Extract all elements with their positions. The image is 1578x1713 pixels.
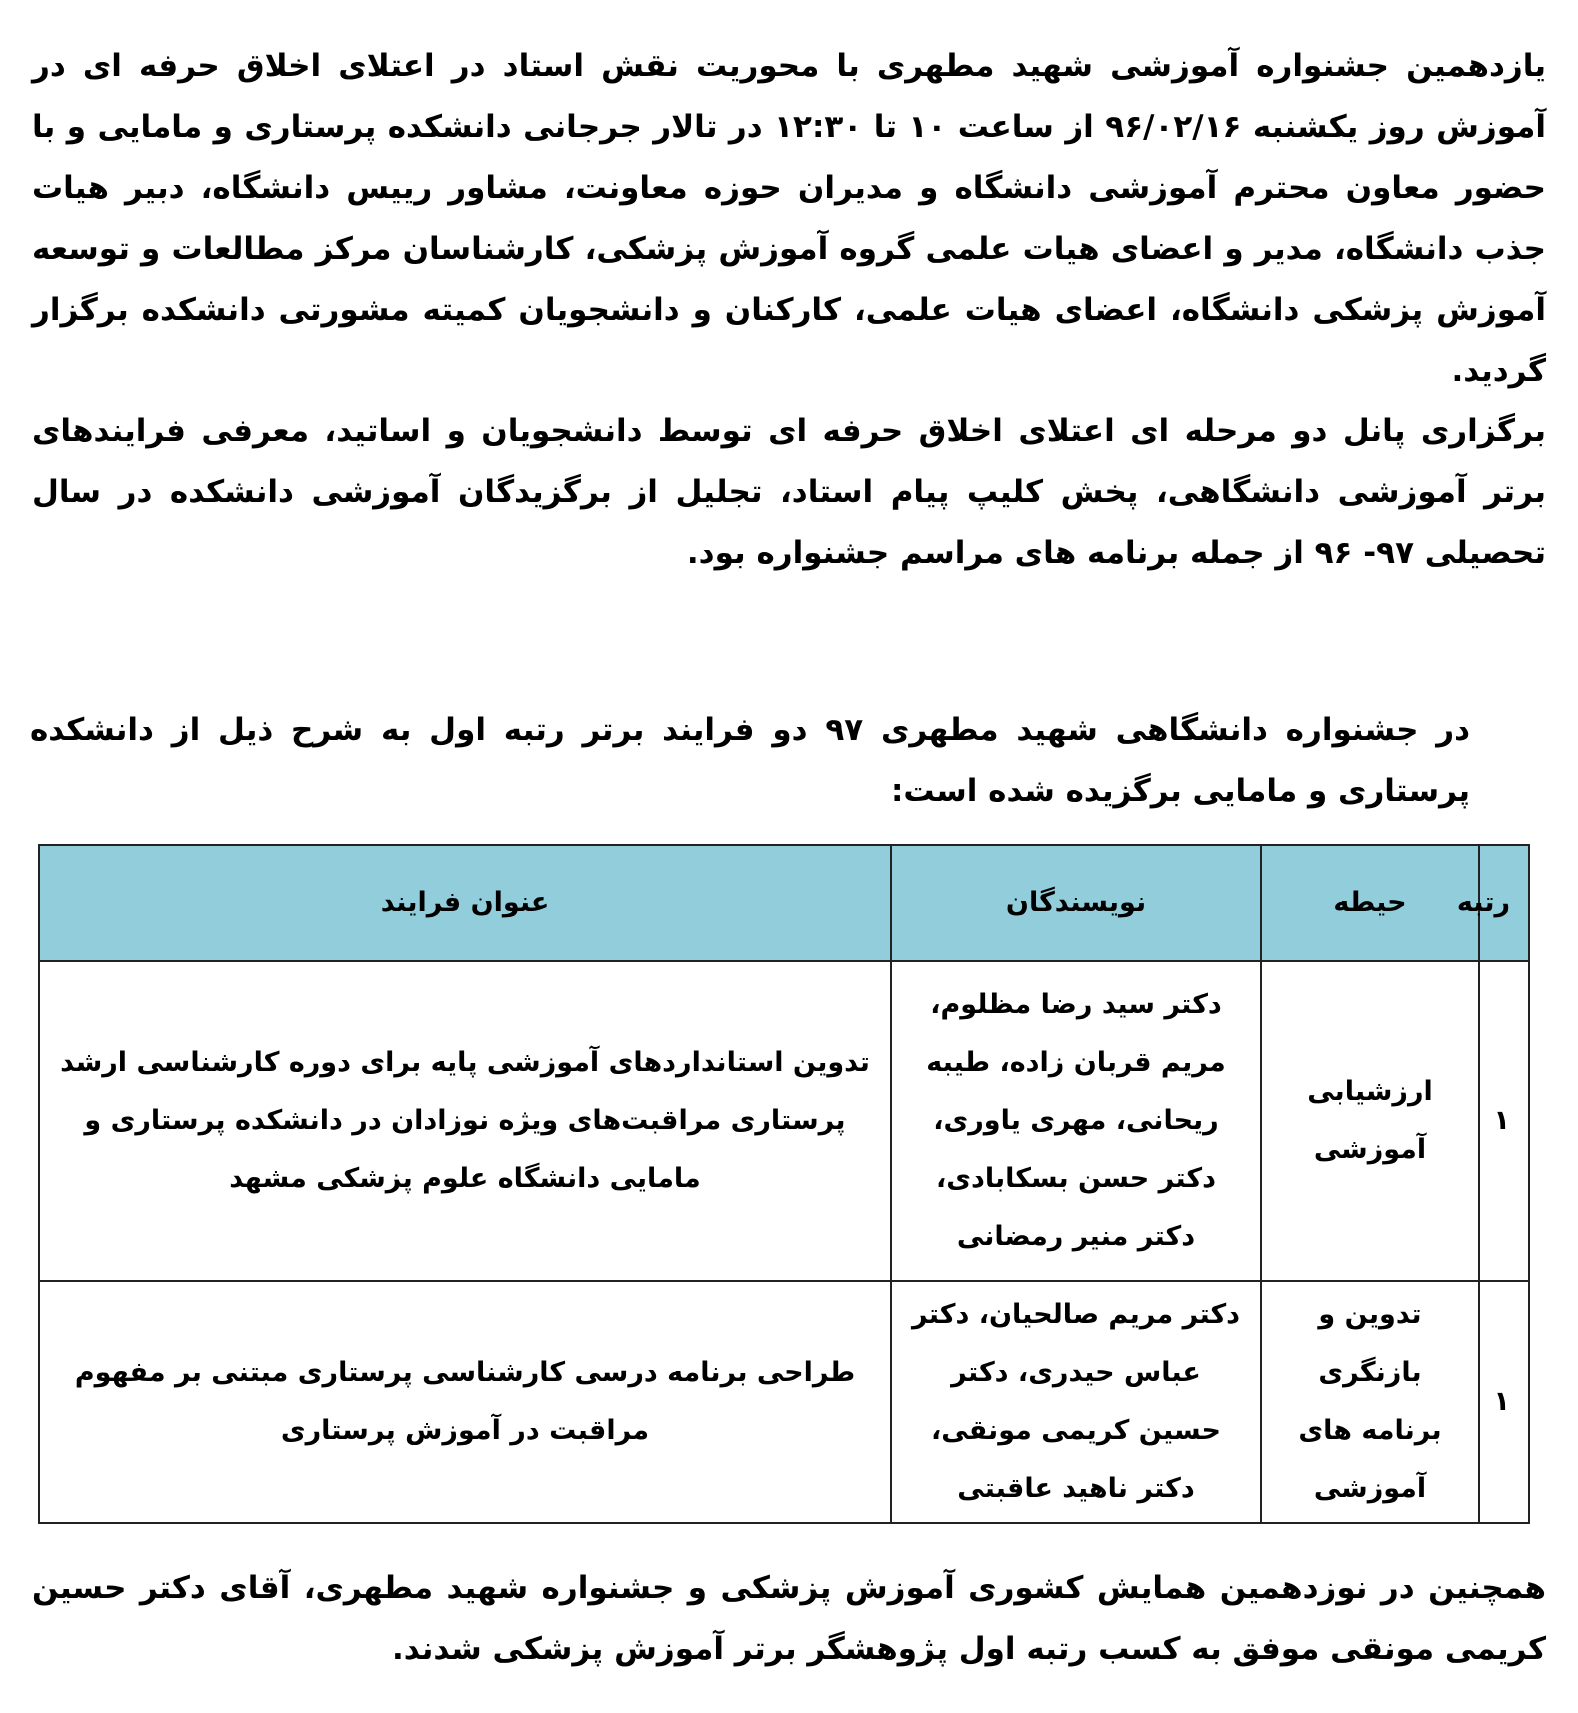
closing-paragraph: همچنین در نوزدهمین همایش کشوری آموزش پزشکی و جشنواره شهید مطهری، آقای دکتر حسین کریمی مونقی موفق به کسب رتبه اول پژوهشگر برتر آموزش پزشکی شدند. xyxy=(32,1570,1546,1667)
program-paragraph: برگزاری پانل دو مرحله ای اعتلای اخلاق حرفه ای توسط دانشجویان و اساتید، معرفی فرایندهای برتر آموزشی دانشگاهی، پخش کلیپ پیام استاد، تجلیل از برگزیدگان آموزشی دانشکده در سال تحصیلی ۹۷- ۹۶ از جمله برنامه های مراسم جشنواره بود. xyxy=(32,413,1546,571)
header-title: عنوان فرایند xyxy=(39,845,891,961)
cell-rank: ۱ xyxy=(1479,1281,1529,1523)
cell-domain: تدوین و بازنگری برنامه های آموزشی xyxy=(1261,1281,1479,1523)
cell-authors: دکتر سید رضا مظلوم، مریم قربان زاده، طیبه ریحانی، مهری یاوری، دکتر حسن بسکابادی، دکتر منیر رمضانی xyxy=(891,961,1261,1281)
header-authors: نویسندگان xyxy=(891,845,1261,961)
table-intro-paragraph: در جشنواره دانشگاهی شهید مطهری ۹۷ دو فرایند برتر رتبه اول به شرح ذیل از دانشکده پرستاری و مامایی برگزیده شده است: xyxy=(30,712,1470,809)
table-header-row xyxy=(39,845,1529,961)
cell-title: تدوین استانداردهای آموزشی پایه برای دوره کارشناسی ارشد پرستاری مراقبت‌های ویژه نوزادان در دانشکده پرستاری و مامایی دانشگاه علوم پزشکی مشهد xyxy=(39,961,891,1281)
header-rank: رتبه xyxy=(1479,845,1529,961)
cell-rank: ۱ xyxy=(1479,961,1529,1281)
header-domain: حیطه xyxy=(1261,845,1479,961)
intro-paragraph: یازدهمین جشنواره آموزشی شهید مطهری با محوریت نقش استاد در اعتلای اخلاق حرفه ای در آموزش روز یکشنبه ۹۶/۰۲/۱۶ از ساعت ۱۰ تا ۱۲:۳۰ در تالار جرجانی دانشکده پرستاری و مامایی و با حضور معاون محترم آموزشی دانشگاه و مدیران حوزه معاونت، مشاور رییس دانشگاه، دبیر هیات جذب دانشگاه، مدیر و اعضای هیات علمی گروه آموزش پزشکی، کارشناسان مرکز مطالعات و توسعه آموزش پزشکی دانشگاه، اعضای هیات علمی، کارکنان و دانشجویان کمیته مشورتی دانشکده برگزار گردید. xyxy=(32,48,1546,389)
table-row xyxy=(39,961,1529,1281)
winning-processes-table xyxy=(38,844,1530,1524)
cell-domain: ارزشیابی آموزشی xyxy=(1261,961,1479,1281)
table-row xyxy=(39,1281,1529,1523)
cell-authors: دکتر مریم صالحیان، دکتر عباس حیدری، دکتر حسین کریمی مونقی، دکتر ناهید عاقبتی xyxy=(891,1281,1261,1523)
cell-title: طراحی برنامه درسی کارشناسی پرستاری مبتنی بر مفهوم مراقبت در آموزش پرستاری xyxy=(39,1281,891,1523)
